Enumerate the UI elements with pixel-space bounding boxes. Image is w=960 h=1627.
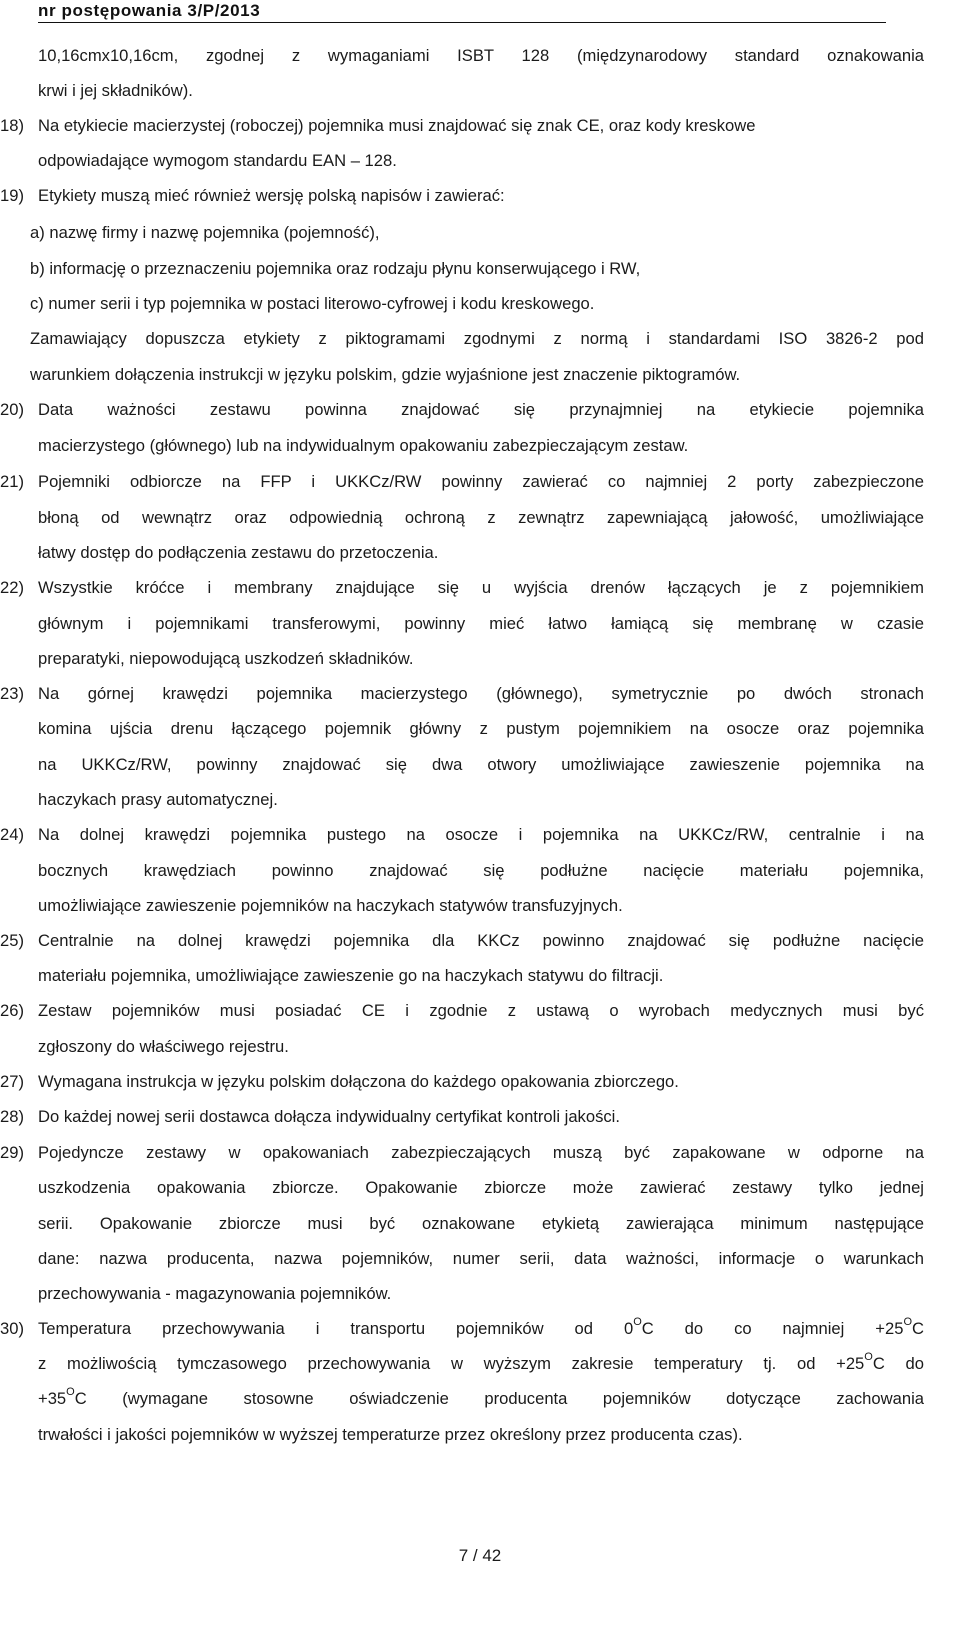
item-text: Pojemniki odbiorcze na FFP i UKKCz/RW powinny zawierać co najmniej 2 porty zabezpieczone — [38, 472, 924, 491]
item-number: 18) — [0, 116, 24, 135]
item-number: 23) — [0, 684, 24, 703]
item-number: 29) — [0, 1143, 24, 1162]
item-text: przechowywania - magazynowania pojemników. — [38, 1284, 392, 1303]
item-text: trwałości i jakości pojemników w wyższej temperaturze przez określony przez producenta czas). — [38, 1425, 743, 1444]
procedure-number: nr postępowania 3/P/2013 — [38, 1, 261, 20]
item-number: 24) — [0, 825, 24, 844]
text-fragment: z możliwością tymczasowego przechowywania w wyższym zakresie temperatury tj. od +25 — [38, 1354, 865, 1373]
item-text: warunkiem dołączenia instrukcji w języku polskim, gdzie wyjaśnione jest znaczenie piktogramów. — [30, 365, 741, 384]
item-text: macierzystego (głównego) lub na indywidualnym opakowaniu zabezpieczającym zestaw. — [38, 436, 689, 455]
item-text: haczykach prasy automatycznej. — [38, 790, 278, 809]
item-number: 28) — [0, 1107, 24, 1126]
item-number: 21) — [0, 472, 24, 491]
item-text: głównym i pojemnikami transferowymi, powinny mieć łatwo łamiącą się membranę w czasie — [38, 614, 924, 633]
degree-sign: O — [903, 1316, 912, 1328]
item-text: dane: nazwa producenta, nazwa pojemników, numer serii, data ważności, informacje o warunkach — [38, 1249, 924, 1268]
item-text — [38, 1346, 924, 1382]
continuation-line: 10,16cmx10,16cm, zgodnej z wymaganiami ISBT 128 (międzynarodowy standard oznakowania — [38, 46, 924, 65]
item-text — [38, 1311, 924, 1347]
item-text: serii. Opakowanie zbiorcze musi być oznakowane etykietą zawierająca minimum następujące — [38, 1214, 924, 1233]
item-number: 25) — [0, 931, 24, 950]
degree-sign: O — [864, 1351, 873, 1363]
sub-item: b) informację o przeznaczeniu pojemnika oraz rodzaju płynu konserwującego i RW, — [30, 259, 641, 278]
text-fragment: C do co najmniej +25 — [641, 1319, 904, 1338]
text-fragment: C do — [872, 1354, 924, 1373]
item-text: Do każdej nowej serii dostawca dołącza indywidualny certyfikat kontroli jakości. — [38, 1107, 620, 1126]
page-header — [38, 0, 886, 23]
text-fragment: C (wymagane stosowne oświadczenie producenta pojemników dotyczące zachowania — [74, 1389, 924, 1408]
item-text: Na górnej krawędzi pojemnika macierzystego (głównego), symetrycznie po dwóch stronach — [38, 684, 924, 703]
item-text: umożliwiające zawieszenie pojemników na haczykach statywów transfuzyjnych. — [38, 896, 623, 915]
item-number: 30) — [0, 1319, 24, 1338]
item-text: na UKKCz/RW, powinny znajdować się dwa otwory umożliwiające zawieszenie pojemnika na — [38, 755, 924, 774]
degree-sign: O — [66, 1386, 75, 1398]
text-fragment: +35 — [38, 1389, 67, 1408]
sub-item: a) nazwę firmy i nazwę pojemnika (pojemność), — [30, 223, 380, 242]
item-text: Pojedyncze zestawy w opakowaniach zabezpieczających muszą być zapakowane w odporne na — [38, 1143, 924, 1162]
item-number: 27) — [0, 1072, 24, 1091]
item-text: Na dolnej krawędzi pojemnika pustego na osocze i pojemnika na UKKCz/RW, centralnie i na — [38, 825, 924, 844]
item-number: 26) — [0, 1001, 24, 1020]
item-text: komina ujścia drenu łączącego pojemnik główny z pustym pojemnikiem na osocze oraz pojemnika — [38, 719, 924, 738]
item-text: bocznych krawędziach powinno znajdować się podłużne nacięcie materiału pojemnika, — [38, 861, 924, 880]
text-fragment: Temperatura przechowywania i transportu pojemników od 0 — [38, 1319, 634, 1338]
item-text: materiału pojemnika, umożliwiające zawieszenie go na haczykach statywu do filtracji. — [38, 966, 664, 985]
sub-item: c) numer serii i typ pojemnika w postaci literowo-cyfrowej i kodu kreskowego. — [30, 294, 595, 313]
item-text: Zestaw pojemników musi posiadać CE i zgodnie z ustawą o wyrobach medycznych musi być — [38, 1001, 924, 1020]
item-text: uszkodzenia opakowania zbiorcze. Opakowanie zbiorcze może zawierać zestawy tylko jednej — [38, 1178, 924, 1197]
item-text: Zamawiający dopuszcza etykiety z piktogramami zgodnymi z normą i standardami ISO 3826-2 pod — [30, 329, 924, 348]
item-text: błoną od wewnątrz oraz odpowiednią ochroną z zewnątrz zapewniającą jałowość, umożliwiające — [38, 508, 924, 527]
item-text: Wszystkie króćce i membrany znajdujące się u wyjścia drenów łączących je z pojemnikiem — [38, 578, 924, 597]
item-number: 22) — [0, 578, 24, 597]
item-text: preparatyki, niepowodującą uszkodzeń składników. — [38, 649, 414, 668]
item-text: zgłoszony do właściwego rejestru. — [38, 1037, 289, 1056]
item-text: odpowiadające wymogom standardu EAN – 128. — [38, 151, 397, 170]
item-text: Etykiety muszą mieć również wersję polską napisów i zawierać: — [38, 186, 505, 205]
item-text: Data ważności zestawu powinna znajdować się przynajmniej na etykiecie pojemnika — [38, 400, 924, 419]
item-text: łatwy dostęp do podłączenia zestawu do przetoczenia. — [38, 543, 439, 562]
page-number: 7 / 42 — [458, 1546, 502, 1565]
item-number: 19) — [0, 186, 24, 205]
item-text: Wymagana instrukcja w języku polskim dołączona do każdego opakowania zbiorczego. — [38, 1072, 679, 1091]
item-text: Na etykiecie macierzystej (roboczej) pojemnika musi znajdować się znak CE, oraz kody kreskowe — [38, 116, 756, 135]
item-text: Centralnie na dolnej krawędzi pojemnika dla KKCz powinno znajdować się podłużne nacięcie — [38, 931, 924, 950]
item-number: 20) — [0, 400, 24, 419]
text-fragment: C — [912, 1319, 924, 1338]
degree-sign: O — [633, 1316, 642, 1328]
continuation-line: krwi i jej składników). — [38, 81, 193, 100]
item-text — [38, 1381, 924, 1417]
